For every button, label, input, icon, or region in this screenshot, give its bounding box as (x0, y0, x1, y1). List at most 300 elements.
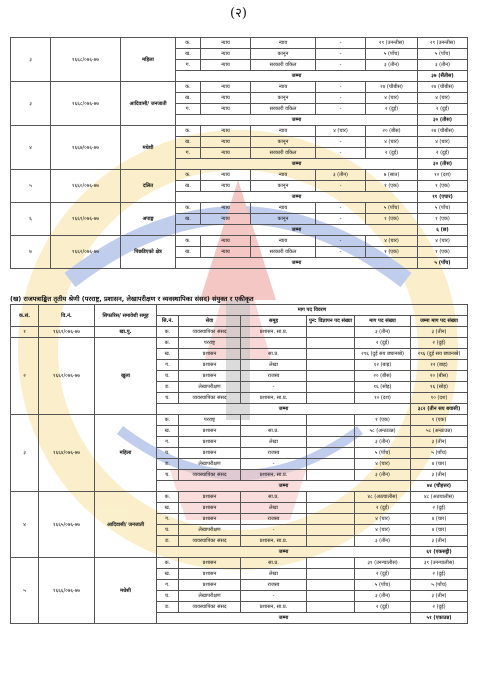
table-row (11, 38, 468, 49)
service: न्याय (201, 49, 251, 60)
sub-sn: क. (176, 203, 201, 214)
samuha: राजस्व (241, 580, 307, 591)
group-name: मधेशी (95, 558, 157, 624)
samuha: कानून (251, 214, 316, 225)
total-demand: ४ (चार) (411, 459, 468, 470)
total-label: जम्मा (176, 71, 418, 82)
group-sn: ३ (11, 82, 51, 126)
advertisement-no: १६६१/०७६-७७ (39, 327, 95, 338)
sub-sn: घ. (157, 591, 179, 602)
readvertised: - (316, 247, 366, 258)
sub-sn: ख. (176, 247, 201, 258)
table-row (11, 338, 468, 349)
readvertised: ३ (तीन) (316, 170, 366, 181)
table-row (11, 327, 468, 338)
total-demand: ३ (तीन) (411, 437, 468, 448)
samuha: कानून (251, 181, 316, 192)
demand: २ (दुई) (355, 503, 411, 514)
sub-sn: क. (157, 327, 179, 338)
service: प्रशासन (179, 371, 241, 382)
header-group: सिफारिस/ समावेशी समूह (95, 305, 157, 327)
total-demand: २ (दुई) (418, 104, 468, 115)
sub-sn: क. (176, 126, 201, 137)
total-label: जम्मा (176, 225, 418, 236)
total-value: ५१ (एकाउन्न) (411, 613, 468, 624)
total-demand: ४८ (अठचालीस) (411, 492, 468, 503)
total-demand: ३९ (उनन्चालीस) (411, 558, 468, 569)
samuha: न्याय (251, 236, 316, 247)
advertisement-no: १६६०/०७६-७७ (51, 170, 121, 203)
demand: ३९ (उनन्चालीस) (355, 558, 411, 569)
service: न्याय (201, 38, 251, 49)
service: न्याय (201, 126, 251, 137)
service: न्याय (201, 82, 251, 93)
sub-sn: घ. (157, 371, 179, 382)
service: प्रशासन (179, 349, 241, 360)
readvertised: - (316, 214, 366, 225)
service: न्याय (201, 137, 251, 148)
service: न्याय (201, 214, 251, 225)
readvertised (307, 503, 355, 514)
sub-sn: ख. (176, 137, 201, 148)
demand: ५ (पाँच) (366, 49, 418, 60)
samuha: न्याय (251, 82, 316, 93)
demand: ३ (तीन) (355, 327, 411, 338)
page-number: (२) (230, 6, 247, 21)
total-label: जम्मा (176, 159, 418, 170)
readvertised: - (316, 93, 366, 104)
sub-sn: ख. (157, 426, 179, 437)
service: लेखापरीक्षण (179, 459, 241, 470)
sub-sn: ख. (176, 49, 201, 60)
total-label: जम्मा (176, 192, 418, 203)
demand: १ (एक) (366, 181, 418, 192)
service: व्यवस्थापिका संसद (179, 536, 241, 547)
demand: २ (दुई) (355, 569, 411, 580)
total-value: ३० (तीस) (418, 115, 468, 126)
readvertised: - (316, 236, 366, 247)
demand: ३ (तीन) (355, 591, 411, 602)
total-demand: ४ (चार) (411, 525, 468, 536)
service: न्याय (201, 104, 251, 115)
sub-sn: क. (176, 236, 201, 247)
total-demand: ३ (तीन) (411, 591, 468, 602)
table-row (11, 492, 468, 503)
sub-sn: क. (157, 338, 179, 349)
readvertised: - (316, 60, 366, 71)
service: लेखापरीक्षण (179, 525, 241, 536)
group-name: अपाङ्ग (121, 203, 176, 236)
advertisement-no: १६६९/०७६-७७ (51, 203, 121, 236)
advertisement-no: १६६४/०७६-७७ (39, 415, 95, 492)
table-row (11, 126, 468, 137)
lower-demand-table (10, 304, 468, 624)
total-demand: २४ (चौबीस) (418, 126, 468, 137)
samuha: कानून (251, 93, 316, 104)
header-total-demand: जम्मा माग पद संख्या (411, 316, 468, 327)
samuha: - (241, 525, 307, 536)
service: व्यवस्थापिका संसद (179, 602, 241, 613)
total-demand: ४ (चार) (418, 93, 468, 104)
sub-sn: क. (157, 415, 179, 426)
service: परराष्ट्र (179, 415, 241, 426)
group-name: खुला (95, 338, 157, 415)
demand: २९६ (दुई सय छ्यानब्बे) (355, 349, 411, 360)
samuha: न्याय (251, 203, 316, 214)
table-row (11, 415, 468, 426)
group-sn: ६ (11, 203, 51, 236)
total-demand: ५ (पाँच) (411, 448, 468, 459)
demand: ३ (तीन) (366, 60, 418, 71)
header-service: सेवा (179, 316, 241, 327)
sub-sn: ख. (176, 93, 201, 104)
total-demand: ३ (तीन) (411, 470, 468, 481)
sub-sn: ग. (176, 60, 201, 71)
table-row (11, 82, 468, 93)
samuha: - (241, 459, 307, 470)
demand: ४८ (अठचालीस) (355, 492, 411, 503)
samuha: प्रशासन, सा.प्र. (241, 602, 307, 613)
readvertised (307, 382, 355, 393)
demand: २० (बीस) (366, 126, 418, 137)
total-demand: १ (एक) (418, 214, 468, 225)
service: न्याय (201, 247, 251, 258)
total-demand: १ (एक) (418, 181, 468, 192)
demand: ४ (चार) (355, 525, 411, 536)
demand: ५ (पाँच) (355, 448, 411, 459)
demand: २४ (चौबीस) (366, 82, 418, 93)
sub-sn: ग. (176, 104, 201, 115)
group-sn: ३ (11, 38, 51, 82)
samuha: - (241, 382, 307, 393)
total-demand: ५ (पाँच) (411, 580, 468, 591)
demand: १ (एक) (366, 214, 418, 225)
demand: ४ (चार) (366, 93, 418, 104)
samuha: राजस्व (241, 448, 307, 459)
total-demand: २ (दुई) (411, 602, 468, 613)
sub-sn: ग. (157, 580, 179, 591)
total-demand: २४ (चौबीस) (418, 82, 468, 93)
samuha: सरकारी वकिल (251, 60, 316, 71)
total-value: ५ (पाँच) (418, 258, 468, 269)
readvertised: - (316, 181, 366, 192)
service: न्याय (201, 181, 251, 192)
service: न्याय (201, 236, 251, 247)
group-name: खा.पु. (95, 327, 157, 338)
total-value: ६१ (एकसट्ठी) (411, 547, 468, 558)
total-demand: २९ (उनन्तीस) (418, 38, 468, 49)
advertisement-no: १६६८/०७६-७७ (51, 82, 121, 126)
sub-sn: ख. (157, 349, 179, 360)
total-demand: ३ (तीन) (411, 536, 468, 547)
readvertised (307, 492, 355, 503)
total-value: ६ (छ) (418, 225, 468, 236)
demand: २ (दुई) (355, 338, 411, 349)
samuha (241, 338, 307, 349)
sub-sn: क. (157, 492, 179, 503)
service: प्रशासन (179, 426, 241, 437)
total-demand: २ (दुई) (411, 338, 468, 349)
readvertised: - (316, 148, 366, 159)
sub-sn: ङ. (157, 382, 179, 393)
service: प्रशासन (179, 569, 241, 580)
demand: २९ (उनन्तीस) (366, 38, 418, 49)
upper-demand-table (10, 37, 468, 269)
readvertised (307, 437, 355, 448)
sub-sn: ङ. (157, 459, 179, 470)
samuha (241, 415, 307, 426)
sub-sn: ख. (157, 569, 179, 580)
readvertised (307, 536, 355, 547)
advertisement-no: १६६८/०७६-७७ (51, 38, 121, 82)
service: न्याय (201, 60, 251, 71)
total-label: जम्मा (157, 613, 411, 624)
service: प्रशासन (179, 448, 241, 459)
readvertised (307, 580, 355, 591)
total-demand: १ (एक) (411, 415, 468, 426)
table-row (11, 170, 468, 181)
sub-sn: क. (176, 170, 201, 181)
total-demand: ५ (पाँच) (418, 203, 468, 214)
total-value: ११ (एघार) (418, 192, 468, 203)
readvertised (307, 415, 355, 426)
total-value: ३० (तीस) (418, 159, 468, 170)
total-value: ३८२ (तीन सय बयासी) (411, 404, 468, 415)
samuha: प्रशासन, सा.प्र. (241, 536, 307, 547)
samuha: कानून (251, 137, 316, 148)
total-demand: २ (दुई) (411, 503, 468, 514)
service: न्याय (201, 93, 251, 104)
sub-sn: च. (157, 470, 179, 481)
header-samuha: समूह (241, 316, 307, 327)
readvertised: ४ (चार) (316, 126, 366, 137)
demand: १ (एक) (366, 247, 418, 258)
total-label: जम्मा (176, 115, 418, 126)
service: व्यवस्थापिका संसद (179, 327, 241, 338)
samuha: न्याय (251, 126, 316, 137)
samuha: सा.प्र. (241, 349, 307, 360)
readvertised (307, 371, 355, 382)
total-demand: ५ (पाँच) (418, 49, 468, 60)
sub-sn: ग. (176, 148, 201, 159)
group-name: पिछडिएको क्षेत्र (121, 236, 176, 269)
readvertised (307, 602, 355, 613)
demand: ३ (तीन) (355, 437, 411, 448)
readvertised (307, 338, 355, 349)
service: न्याय (201, 203, 251, 214)
samuha: लेखा (241, 569, 307, 580)
total-demand: १६ (सोह्र) (411, 382, 468, 393)
total-demand: ५८ (अन्ठाउन्न) (411, 426, 468, 437)
demand: ४ (चार) (366, 137, 418, 148)
total-value: ७४ (चौहत्तर) (411, 481, 468, 492)
readvertised (307, 569, 355, 580)
readvertised (307, 393, 355, 404)
sub-sn: ग. (157, 360, 179, 371)
readvertised (307, 591, 355, 602)
total-demand: १० (दश) (411, 393, 468, 404)
readvertised (307, 514, 355, 525)
total-demand: १० (दश) (418, 170, 468, 181)
readvertised (307, 327, 355, 338)
demand: १० (दश) (355, 393, 411, 404)
sub-sn: ख. (157, 503, 179, 514)
sub-sn: क. (176, 38, 201, 49)
samuha: सा.प्र. (241, 426, 307, 437)
group-name: महिला (121, 38, 176, 82)
samuha: लेखा (241, 437, 307, 448)
service: प्रशासन (179, 558, 241, 569)
readvertised: - (316, 49, 366, 60)
group-sn: ४ (11, 492, 39, 558)
service: व्यवस्थापिका संसद (179, 393, 241, 404)
total-demand: ३ (तीन) (418, 60, 468, 71)
total-demand: १ (एक) (418, 247, 468, 258)
service: प्रशासन (179, 360, 241, 371)
readvertised (307, 360, 355, 371)
samuha: सा.प्र. (241, 492, 307, 503)
service: प्रशासन (179, 492, 241, 503)
group-sn: ५ (11, 170, 51, 203)
total-demand: २ (दुई) (418, 148, 468, 159)
samuha: लेखा (241, 360, 307, 371)
advertisement-no: १६६६/०७६-७७ (39, 558, 95, 624)
advertisement-no: १६६७/०७६-७७ (51, 126, 121, 170)
group-sn: ३ (11, 415, 39, 492)
advertisement-no: १६६२/०७६-७७ (51, 236, 121, 269)
service: प्रशासन (179, 437, 241, 448)
demand: ७ (सात) (366, 170, 418, 181)
sub-sn: ङ. (157, 536, 179, 547)
demand: ५ (पाँच) (366, 203, 418, 214)
demand: ४ (चार) (366, 236, 418, 247)
group-name: दलित (121, 170, 176, 203)
sub-sn: घ. (157, 525, 179, 536)
table-row (11, 558, 468, 569)
group-name: मधेशी (121, 126, 176, 170)
service: न्याय (201, 148, 251, 159)
group-name: महिला (95, 415, 157, 492)
group-name: आदिवासी/ जनजाती (95, 492, 157, 558)
advertisement-no: १६६२/०७६-७७ (39, 338, 95, 415)
demand: १६ (सोह्र) (355, 382, 411, 393)
total-label: जम्मा (157, 481, 411, 492)
total-demand: २९६ (दुई सय छ्यानब्बे) (411, 349, 468, 360)
header-adv-no: वि.नं. (39, 305, 95, 327)
demand: १२ (बाह्र) (355, 360, 411, 371)
section-b-title: (ख) राजपत्राङ्कित तृतीय श्रेणी (परराष्ट्र, प्रशासन, लेखापरीक्षण र व्यवस्थापिका संसद) संयुक्त र एकीकृत (10, 295, 254, 303)
demand: ४ (चार) (355, 459, 411, 470)
total-demand: १२ (बाह्र) (411, 360, 468, 371)
readvertised (307, 349, 355, 360)
service: प्रशासन (179, 503, 241, 514)
header-demand: माग पद संख्या (355, 316, 411, 327)
demand: ४ (चार) (355, 514, 411, 525)
sub-sn: ग. (157, 514, 179, 525)
demand: ५८ (अन्ठाउन्न) (355, 426, 411, 437)
table-row (11, 236, 468, 247)
total-demand: २० (बीस) (411, 371, 468, 382)
sub-sn: क. (176, 82, 201, 93)
samuha: प्रशासन, सा.प्र. (241, 470, 307, 481)
samuha: न्याय (251, 170, 316, 181)
sub-sn: ख. (176, 214, 201, 225)
samuha: सा.प्र. (241, 558, 307, 569)
total-demand: ३ (तीन) (411, 327, 468, 338)
demand: ३ (तीन) (355, 536, 411, 547)
group-sn: ४ (11, 126, 51, 170)
header-sn: क.सं. (11, 305, 39, 327)
demand: २० (बीस) (355, 371, 411, 382)
readvertised (307, 558, 355, 569)
demand: १ (एक) (355, 415, 411, 426)
total-demand: २ (दुई) (411, 569, 468, 580)
sub-sn: ख. (176, 181, 201, 192)
readvertised (307, 525, 355, 536)
demand: २ (दुई) (366, 148, 418, 159)
demand: २ (दुई) (355, 602, 411, 613)
readvertised (307, 448, 355, 459)
total-label: जम्मा (176, 258, 418, 269)
service: लेखापरीक्षण (179, 591, 241, 602)
group-sn: ५ (11, 558, 39, 624)
sub-sn: च. (157, 393, 179, 404)
table-row (11, 203, 468, 214)
samuha: प्रशासन, सा.प्र. (241, 327, 307, 338)
samuha: न्याय (251, 38, 316, 49)
service: व्यवस्थापिका संसद (179, 470, 241, 481)
samuha: सरकारी वकिल (251, 247, 316, 258)
samuha: प्रशासन, सा.प्र. (241, 393, 307, 404)
service: प्रशासन (179, 514, 241, 525)
sub-sn: ग. (157, 437, 179, 448)
demand: ५ (पाँच) (355, 580, 411, 591)
header-sub-sn: सि.नं. (157, 316, 179, 327)
total-value: ३७ (सैंतीस) (418, 71, 468, 82)
demand: २ (दुई) (366, 104, 418, 115)
service: न्याय (201, 170, 251, 181)
demand: ३ (तीन) (355, 470, 411, 481)
readvertised: - (316, 38, 366, 49)
readvertised: - (316, 137, 366, 148)
total-demand: ४ (चार) (418, 236, 468, 247)
total-label: जम्मा (157, 404, 411, 415)
samuha: राजस्व (241, 371, 307, 382)
total-demand: ४ (चार) (411, 514, 468, 525)
samuha: लेखा (241, 503, 307, 514)
readvertised: - (316, 82, 366, 93)
group-sn: २ (11, 338, 39, 415)
total-label: जम्मा (157, 547, 411, 558)
sub-sn: घ. (157, 448, 179, 459)
total-demand: ४ (चार) (418, 137, 468, 148)
service: लेखापरीक्षण (179, 382, 241, 393)
readvertised (307, 470, 355, 481)
readvertised: - (316, 203, 366, 214)
samuha: सरकारी वकिल (251, 104, 316, 115)
service: प्रशासन (179, 580, 241, 591)
group-name: आदिवासी/ जनजाती (121, 82, 176, 126)
readvertised (307, 426, 355, 437)
readvertised: - (316, 104, 366, 115)
group-sn: ७ (11, 236, 51, 269)
header-details: माग पद विवरण (157, 305, 468, 316)
sub-sn: क. (157, 558, 179, 569)
header-readvertised: पुन: विज्ञापन पद संख्या (307, 316, 355, 327)
samuha: कानून (251, 49, 316, 60)
service: परराष्ट्र (179, 338, 241, 349)
group-sn: १ (11, 327, 39, 338)
